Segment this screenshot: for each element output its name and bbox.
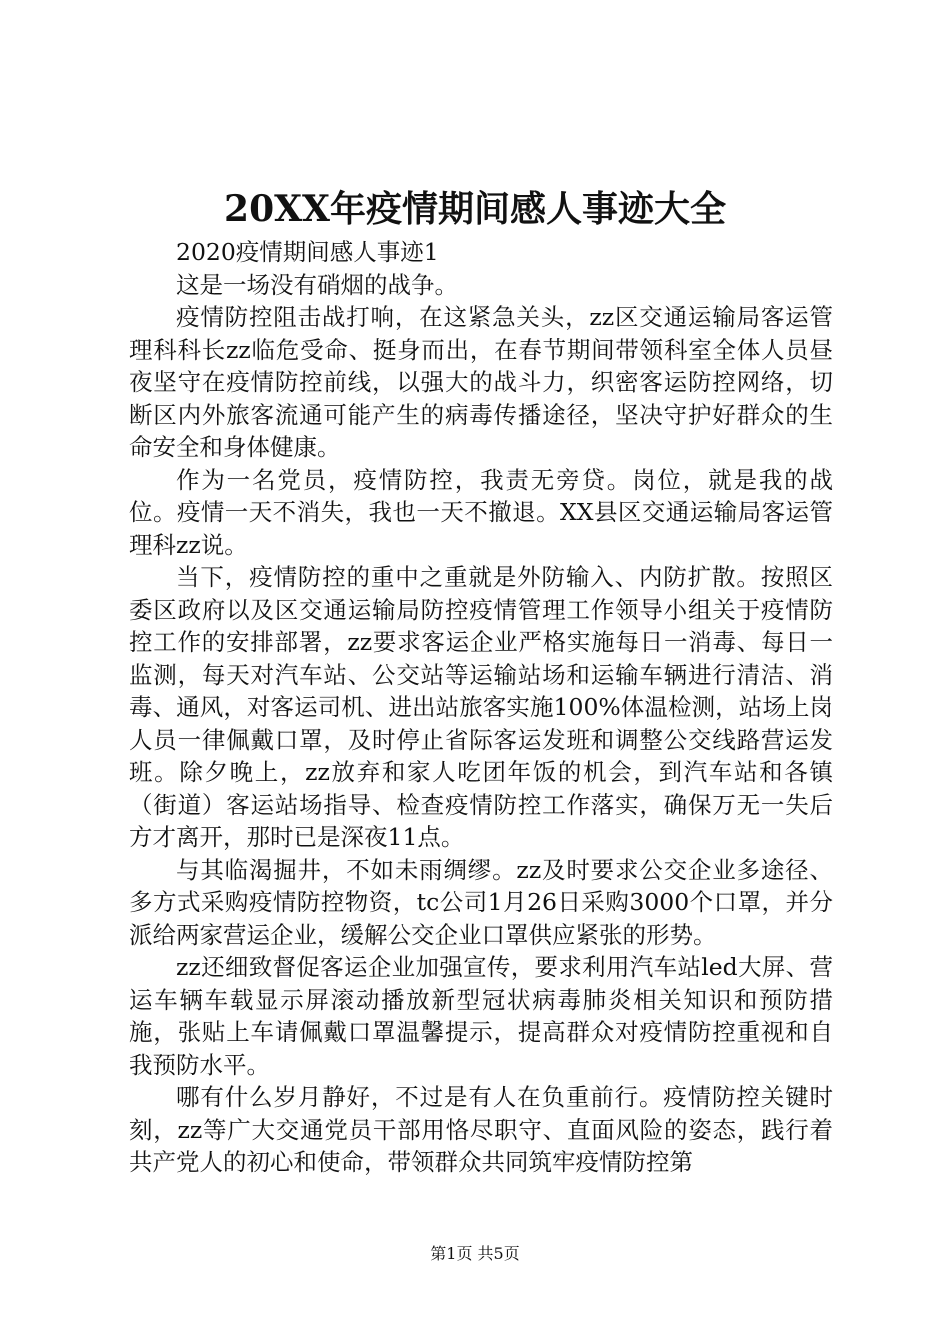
paragraph: 与其临渴掘井，不如未雨绸缪。zz及时要求公交企业多途径、多方式采购疫情防控物资，tc公司1月26日采购3000个口罩，并分派给两家营运企业，缓解公交企业口罩供应紧张的形势。	[129, 855, 833, 949]
paragraph: 这是一场没有硝烟的战争。	[176, 270, 458, 299]
paragraph: 哪有什么岁月静好，不过是有人在负重前行。疫情防控关键时刻，zz等广大交通党员干部用恪尽职守、直面风险的姿态，践行着共产党人的初心和使命，带领群众共同筑牢疫情防控第	[129, 1083, 833, 1176]
paragraph: 当下，疫情防控的重中之重就是外防输入、内防扩散。按照区委区政府以及区交通运输局防控疫情管理工作领导小组关于疫情防控工作的安排部署，zz要求客运企业严格实施每日一消毒、每日一监测，每天对汽车站、公交站等运输站场和运输车辆进行清洁、消毒、通风，对客运司机、进出站旅客实施100%体温检测，站场上岗人员一律佩戴口罩，及时停止省际客运发班和调整公交线路营运发班。除夕晚上，zz放弃和家人吃团年饭的机会，到汽车站和各镇（街道）客运站场指导、检查疫情防控工作落实，确保万无一失后方才离开，那时已是深夜11点。	[129, 563, 833, 851]
document-title: 20XX年疫情期间感人事迹大全	[224, 188, 726, 230]
paragraph: 作为一名党员，疫情防控，我责无旁贷。岗位，就是我的战位。疫情一天不消失，我也一天不撤退。XX县区交通运输局客运管理科zz说。	[129, 465, 833, 559]
page-number-footer: 第1页 共5页	[430, 1244, 520, 1263]
paragraph-subtitle: 2020疫情期间感人事迹1	[176, 238, 439, 266]
paragraph: zz还细致督促客运企业加强宣传，要求利用汽车站led大屏、营运车辆车载显示屏滚动播放新型冠状病毒肺炎相关知识和预防措施，张贴上车请佩戴口罩温馨提示，提高群众对疫情防控重视和自我预防水平。	[129, 953, 833, 1079]
document-body	[129, 236, 833, 1179]
paragraph: 疫情防控阻击战打响，在这紧急关头，zz区交通运输局客运管理科科长zz临危受命、挺身而出，在春节期间带领科室全体人员昼夜坚守在疫情防控前线，以强大的战斗力，织密客运防控网络，切断区内外旅客流通可能产生的病毒传播途径，坚决守护好群众的生命安全和身体健康。	[129, 303, 833, 461]
